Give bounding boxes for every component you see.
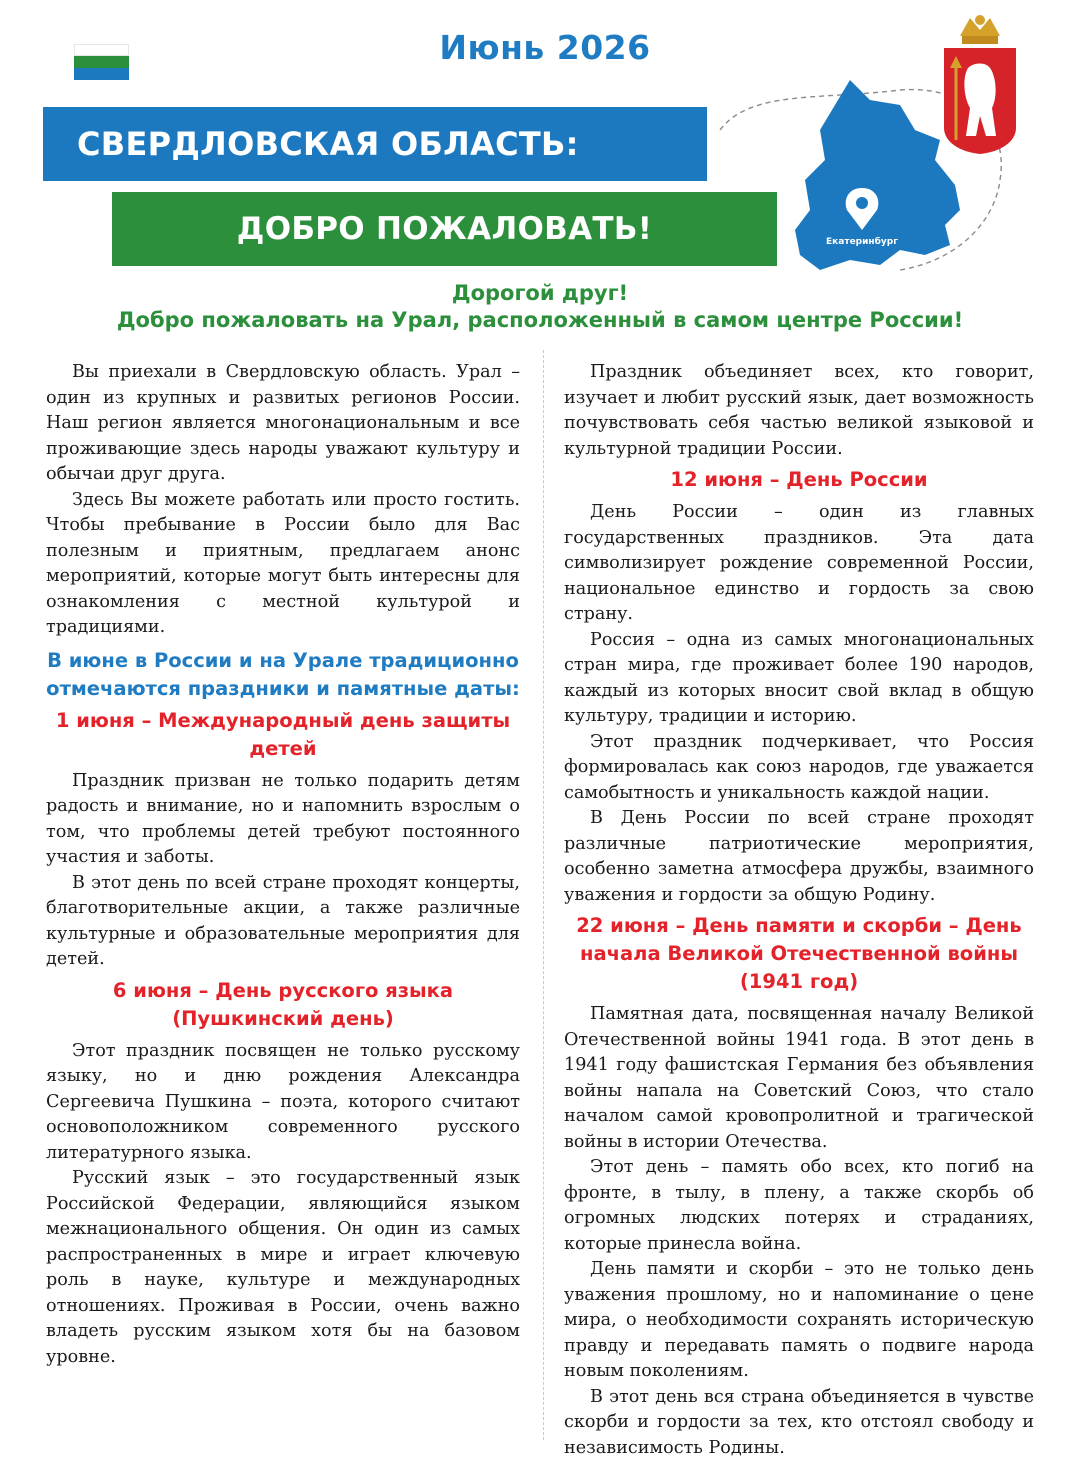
month-title: Июнь 2026 [439,28,651,67]
flag-stripe-blue [74,68,129,80]
title-line1: СВЕРДЛОВСКАЯ ОБЛАСТЬ: [77,125,579,163]
june12-paragraph-2: Россия – одна из самых многонациональных стран мира, где проживает более 190 народов, каждый из которых вносит свой вклад в общую культуру, традиции и историю. [564,629,1034,726]
june22-heading: 22 июня – День памяти и скорби – День начала Великой Отечественной войны (1941 год) [576,914,1022,993]
flag-stripe-green [74,56,129,68]
right-column [564,360,1034,1461]
column-divider [543,350,544,1440]
june22-paragraph-3: День памяти и скорби – это не только день уважения прошлому, но и напоминание о цене мира, о необходимости сохранять историческую правду и передавать память о подвиге народа новым поколениям. [564,1259,1034,1381]
greeting-line2: Добро пожаловать на Урал, расположенный в самом центре России! [116,308,964,332]
june6-paragraph-2: Русский язык – это государственный язык Российской Федерации, являющийся языком межнационального общения. Он один из самых распространенных в мире и играет ключевую роль в науке, культуре и международных отношениях. Проживая в России, очень важно владеть русским языком хотя бы на базовом уровне. [46,1168,520,1367]
flag-stripe-white [74,44,129,56]
june12-paragraph-1: День России – один из главных государственных праздников. Эта дата символизирует рождение современной России, национальное единство и гордость за свою страну. [564,502,1034,624]
june22-paragraph-1: Памятная дата, посвященная началу Великой Отечественной войны 1941 года. В этот день в 1941 году фашистская Германия без объявления войны напала на Советский Союз, что стало началом самой кровопролитной и трагической войны в истории Отечества. [564,1004,1034,1152]
june12-heading: 12 июня – День России [670,468,928,491]
left-column [46,360,520,1370]
coat-of-arms-icon [940,8,1020,154]
june22-paragraph-4: В этот день вся страна объединяется в чувстве скорби и гордости за тех, кто отстоял свободу и независимость Родины. [564,1386,1034,1458]
region-flag [74,44,129,80]
section-heading: В июне в России и на Урале традиционно отмечаются праздники и памятные даты: [46,648,520,700]
intro-paragraph-1: Вы приехали в Свердловскую область. Урал – один из крупных и развитых регионов России. Наш регион является многонациональным и все проживающие здесь народы уважают культуру и обычаи друг друга. [46,362,520,484]
map-city-label: Екатеринбург [826,237,898,247]
intro-paragraph-2: Здесь Вы можете работать или просто гостить. Чтобы пребывание в России было для Вас полезным и приятным, предлагаем анонс мероприятий, которые могут быть интересны для ознакомления с местной культурой и традициями. [46,489,520,637]
greeting-line1: Дорогой друг! [451,281,629,305]
june6-paragraph-1: Этот праздник посвящен не только русскому языку, но и дню рождения Александра Сергеевича Пушкина – поэта, которого считают основоположником современного русского литературного языка. [46,1040,520,1163]
june12-paragraph-3: Этот праздник подчеркивает, что Россия формировалась как союз народов, где уважается самобытность и уникальность каждой нации. [564,731,1034,803]
june1-paragraph-1: Праздник призван не только подарить детям радость и внимание, но и напомнить взрослым о том, что проблемы детей требуют постоянного участия и заботы. [46,770,520,867]
title-line2: ДОБРО ПОЖАЛОВАТЬ! [236,211,653,247]
june1-paragraph-2: В этот день по всей стране проходят концерты, благотворительные акции, а также различные культурные и образовательные мероприятия для детей. [46,872,520,969]
title-banner-green [112,192,777,266]
june6-heading: 6 июня – День русского языка (Пушкинский день) [112,978,454,1030]
june12-paragraph-4: В День России по всей стране проходят различные патриотические мероприятия, особенно заметна атмосфера дружбы, взаимного уважения и гордости за общую Родину. [564,808,1034,905]
june22-paragraph-2: Этот день – память обо всех, кто погиб на фронте, в тылу, в плену, а также скорбь об огромных людских потерях и страданиях, которые принесла война. [564,1157,1034,1254]
june1-heading: 1 июня – Международный день защиты детей [55,708,511,760]
title-banner-blue [43,107,707,181]
june6-paragraph-3: Праздник объединяет всех, кто говорит, изучает и любит русский язык, дает возможность почувствовать себя частью великой языковой и культурной традиции России. [564,362,1034,459]
